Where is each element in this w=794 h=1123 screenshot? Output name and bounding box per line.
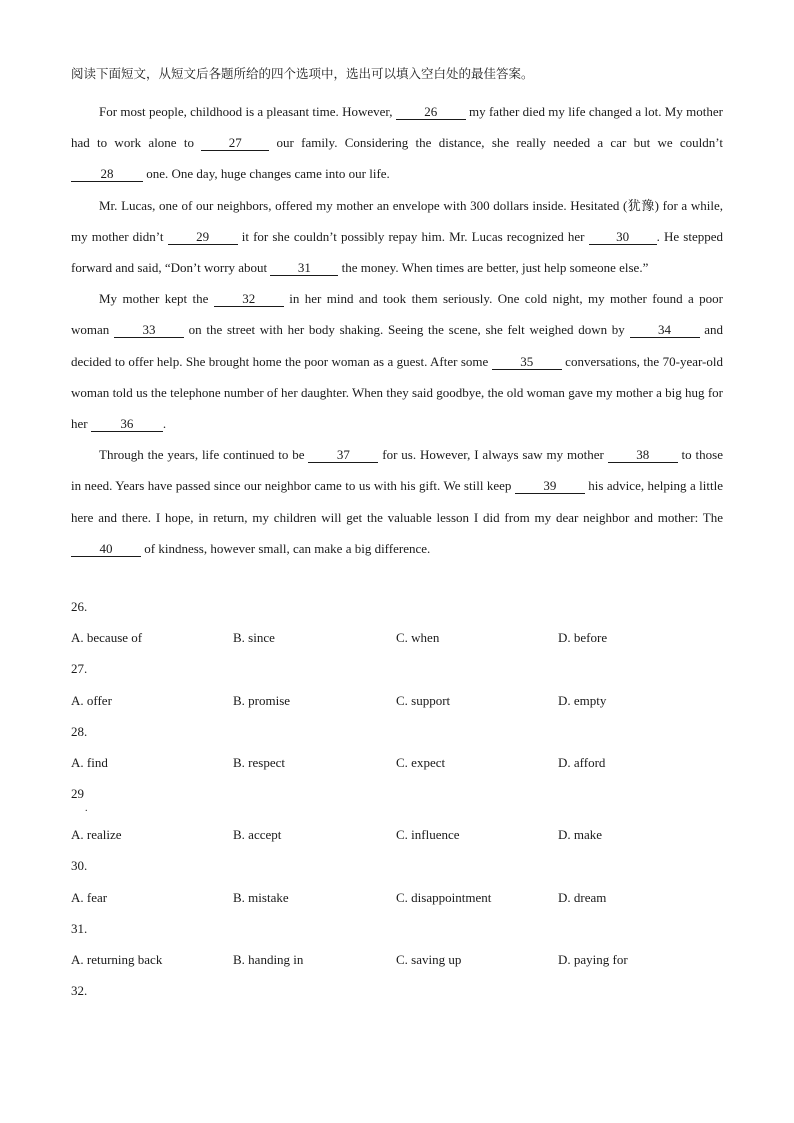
paragraph-1 — [71, 96, 723, 190]
passage-text: my father died my life changed a lot. My mother had to work alone to — [71, 104, 723, 151]
blank-26: 26 — [396, 104, 466, 120]
option-d: D. paying for — [558, 951, 628, 967]
passage-text: and decided to offer help. She brought home the poor woman as a guest. After some — [71, 322, 723, 369]
options-row — [71, 887, 723, 918]
passage-text: For most people, childhood is a pleasant time. However, — [99, 104, 396, 119]
passage-text: . He stepped forward and said, “Don’t worry about — [71, 228, 723, 276]
option-b: B. accept — [233, 827, 282, 843]
question-32 — [71, 980, 723, 1011]
option-d: D. empty — [558, 692, 607, 708]
question-number: 27. — [71, 661, 88, 677]
option-a: A. because of — [71, 630, 143, 646]
option-c: C. expect — [396, 754, 446, 770]
paragraph-4 — [71, 439, 723, 564]
options-row — [71, 690, 723, 721]
blank-31: 31 — [270, 260, 338, 276]
instruction: 阅读下面短文，从短文后各题所给的四个选项中，选出可以填入空白处的最佳答案。 — [71, 66, 534, 81]
option-c: C. disappointment — [396, 889, 492, 905]
options-row — [71, 752, 723, 783]
option-c: C. influence — [396, 827, 460, 843]
question-number-dot: . — [85, 803, 88, 815]
question-27 — [71, 658, 723, 720]
question-number — [71, 783, 723, 824]
options-row — [71, 824, 723, 855]
passage-text: Through the years, life continued to be — [99, 447, 309, 463]
paragraph-3 — [71, 283, 723, 439]
question-number: 30. — [71, 858, 88, 874]
question-list — [71, 596, 723, 1011]
option-b: B. mistake — [233, 889, 289, 905]
blank-36: 36 — [91, 416, 163, 432]
question-number-text: 29 — [71, 786, 84, 802]
options-row — [71, 949, 723, 980]
option-a: A. find — [71, 754, 108, 770]
option-a: A. returning back — [71, 951, 163, 967]
blank-32: 32 — [214, 291, 284, 307]
passage-text: of kindness, however small, can make a big difference. — [141, 540, 431, 556]
passage-text: . — [162, 416, 167, 432]
passage-text: his advice, helping a little here and there. I hope, in return, my children will get the valuable lesson I did from my dear neighbor and mother: The — [71, 478, 723, 525]
question-30 — [71, 855, 723, 917]
option-d: D. before — [558, 630, 608, 646]
blank-35: 35 — [492, 354, 562, 370]
option-a: A. realize — [71, 827, 122, 843]
question-26 — [71, 596, 723, 658]
blank-37: 37 — [308, 447, 378, 463]
blank-34: 34 — [630, 322, 700, 338]
option-b: B. respect — [233, 754, 285, 770]
passage-text: on the street with her body shaking. Seeing the scene, she felt weighed down by — [183, 322, 630, 338]
option-d: D. dream — [558, 889, 607, 905]
passage-text: for us. However, I always saw my mother — [378, 447, 608, 463]
option-c: C. saving up — [396, 951, 462, 967]
question-number: 32. — [71, 983, 88, 999]
option-d: D. afford — [558, 754, 606, 770]
passage-text: Mr. Lucas, one of our neighbors, offered my mother an envelope with 300 dollars inside. Hesitated (犹豫) for a while, my mother didn’t — [71, 197, 723, 244]
question-number: 28. — [71, 723, 88, 739]
blank-30: 30 — [589, 229, 657, 245]
question-29 — [71, 783, 723, 855]
passage-text: one. One day, huge changes came into our life. — [143, 166, 390, 182]
cloze-passage — [71, 96, 723, 564]
options-row — [71, 627, 723, 658]
option-c: C. support — [396, 692, 451, 708]
paragraph-2 — [71, 190, 723, 284]
blank-40: 40 — [71, 541, 141, 557]
passage-text: the money. When times are better, just help someone else.” — [338, 260, 649, 276]
blank-27: 27 — [201, 135, 269, 151]
question-31 — [71, 918, 723, 980]
passage-text: to those in need. Years have passed since our neighbor came to us with his gift. We still keep — [71, 447, 723, 494]
blank-39: 39 — [515, 478, 585, 494]
passage-text: conversations, the 70-year-old woman told us the telephone number of her daughter. When they said goodbye, the old woman gave my mother a big hug for her — [71, 353, 724, 432]
option-a: A. fear — [71, 889, 108, 905]
option-b: B. promise — [233, 692, 291, 708]
passage-text: in her mind and took them seriously. One cold night, my mother found a poor woman — [71, 291, 723, 338]
question-28 — [71, 721, 723, 783]
option-b: B. since — [233, 630, 275, 646]
blank-33: 33 — [114, 322, 184, 338]
option-d: D. make — [558, 827, 603, 843]
blank-28: 28 — [71, 166, 143, 182]
blank-38: 38 — [608, 447, 678, 463]
passage-text: our family. Considering the distance, she really needed a car but we couldn’t — [269, 135, 723, 151]
passage-text: My mother kept the — [99, 291, 214, 307]
question-number: 31. — [71, 920, 88, 936]
option-c: C. when — [396, 630, 440, 646]
passage-text: it for she couldn’t possibly repay him. Mr. Lucas recognized her — [237, 228, 589, 244]
option-a: A. offer — [71, 692, 112, 708]
question-number: 26. — [71, 599, 88, 614]
blank-29: 29 — [168, 229, 238, 245]
option-b: B. handing in — [233, 951, 304, 967]
